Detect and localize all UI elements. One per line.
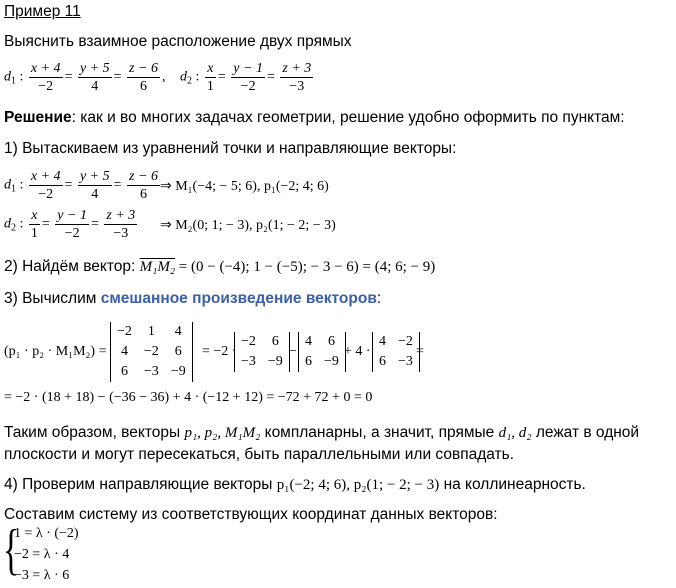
calculation-line: = −2 · (18 + 18) − (−36 − 36) + 4 · (−12 + 12) = −72 + 72 + 0 = 0	[4, 390, 373, 405]
task-statement: Выяснить взаимное расположение двух прямых	[4, 33, 352, 50]
conclusion-vectors: p₁, p₂, M₁M₂	[184, 425, 261, 441]
expansion-coef1: = −2 ·	[202, 344, 237, 359]
expansion-coef3: + 4 ·	[344, 344, 371, 359]
system-eq-2: −2 = λ · 4	[14, 547, 70, 562]
step1-d2-equation: $d_2$ : $\frac{x}{1}$ = $\frac{y - 1}{-2}$ = $\frac{z + 3}{-3}$	[4, 208, 136, 241]
example-title: Пример 11	[4, 3, 81, 20]
vector-m1m2: M₁M₂	[139, 259, 176, 275]
step1-d1-result: ⇒ M₁(−4; − 5; 6), p₁(−2; 4; 6)	[160, 179, 329, 194]
step1-d1-equation: $d_1$ : $\frac{x + 4}{-2}$ = $\frac{y + 5}{4}$ = $\frac{z - 6}{6}$	[4, 169, 158, 202]
conclusion-line2: плоскости и могут пересекаться, быть параллельными или совпадать.	[4, 446, 515, 463]
step-2: 2) Найдём вектор: M₁M₂ = (0 − (−4); 1 − (−5); − 3 − 6) = (4; 6; − 9)	[4, 258, 436, 275]
triple-product-label: (p₁ · p₂ · M₁M₂) =	[4, 344, 107, 359]
step-3: 3) Вычислим смешанное произведение векторов:	[4, 290, 382, 307]
minor-3: 4 −2 6 −3	[372, 332, 420, 372]
solution-intro: Решение: как и во многих задачах геометрии, решение удобно оформить по пунктам:	[4, 109, 625, 126]
conclusion-lines: d₁, d₂	[498, 425, 532, 441]
step4-vectors: p₁(−2; 4; 6), p₂(1; − 2; − 3)	[276, 477, 440, 493]
system-eq-3: −3 = λ · 6	[14, 568, 70, 583]
step1-d2-result: ⇒ M₂(0; 1; − 3), p₂(1; − 2; − 3)	[160, 218, 336, 233]
mixed-product-link[interactable]: смешанное произведение векторов	[100, 290, 377, 307]
conclusion-line1: Таким образом, векторы p₁, p₂, M₁M₂ компланарны, а значит, прямые d₁, d₂ лежат в одной	[4, 424, 640, 441]
d2-equation: $d_2$ : $\frac{x}{1}$ = $\frac{y - 1}{-2}$ = $\frac{z + 3}{-3}$	[180, 61, 312, 94]
step-4: 4) Проверим направляющие векторы p₁(−2; 4; 6), p₂(1; − 2; − 3) на коллинеарность.	[4, 476, 586, 493]
system-intro: Составим систему из соответствующих координат данных векторов:	[4, 506, 498, 523]
expansion-end: =	[416, 344, 424, 359]
system-eq-1: 1 = λ · (−2)	[14, 526, 79, 541]
minor-1: −2 6 −3 −9	[234, 332, 290, 372]
determinant-3x3: −2 1 4 4 −2 6 6 −3 −9	[110, 322, 193, 382]
system-brace: {	[3, 519, 20, 581]
step-1: 1) Вытаскиваем из уравнений точки и направляющие векторы:	[4, 140, 457, 157]
d1-equation: $d_1$ : $\frac{x + 4}{-2}$ = $\frac{y + 5}{4}$ = $\frac{z - 6}{6}$ ,	[4, 61, 166, 94]
minor-2: 4 6 6 −9	[298, 332, 346, 372]
